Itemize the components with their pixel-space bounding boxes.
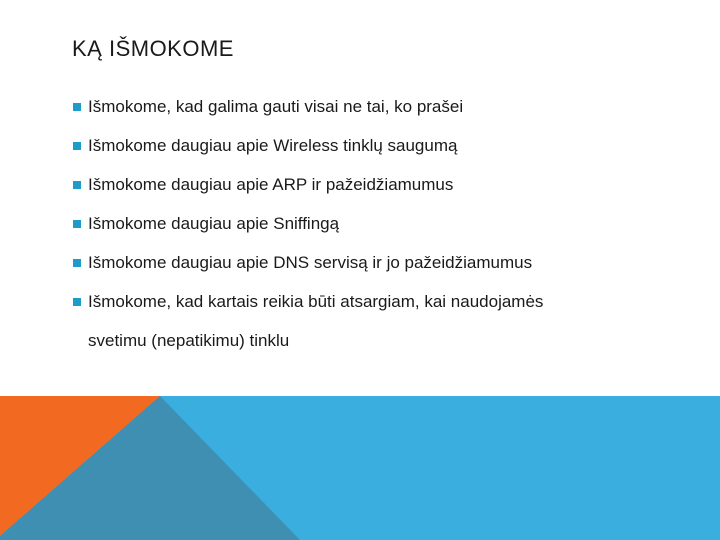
list-item bbox=[72, 213, 672, 235]
list-item bbox=[72, 96, 672, 118]
square-bullet-icon bbox=[73, 220, 81, 228]
square-bullet-icon bbox=[73, 259, 81, 267]
decorative-footer-shapes bbox=[0, 396, 720, 540]
list-item bbox=[72, 135, 672, 157]
bullet-text: Išmokome daugiau apie Sniffingą bbox=[88, 214, 340, 233]
bullet-text-continuation: svetimu (nepatikimu) tinklu bbox=[88, 331, 290, 350]
square-bullet-icon bbox=[73, 298, 81, 306]
bullet-text: Išmokome daugiau apie Wireless tinklų saugumą bbox=[88, 136, 458, 155]
bullet-text: Išmokome, kad galima gauti visai ne tai, ko prašei bbox=[88, 97, 464, 116]
bullet-list bbox=[72, 96, 672, 369]
bullet-text: Išmokome daugiau apie ARP ir pažeidžiamumus bbox=[88, 175, 454, 194]
square-bullet-icon bbox=[73, 181, 81, 189]
slide-title: KĄ IŠMOKOME bbox=[72, 36, 234, 61]
list-item bbox=[72, 252, 672, 274]
list-item bbox=[72, 174, 672, 196]
list-item bbox=[72, 291, 672, 352]
bullet-text: Išmokome, kad kartais reikia būti atsargiam, kai naudojamės bbox=[88, 292, 544, 311]
square-bullet-icon bbox=[73, 103, 81, 111]
square-bullet-icon bbox=[73, 142, 81, 150]
bullet-text: Išmokome daugiau apie DNS servisą ir jo pažeidžiamumus bbox=[88, 253, 533, 272]
